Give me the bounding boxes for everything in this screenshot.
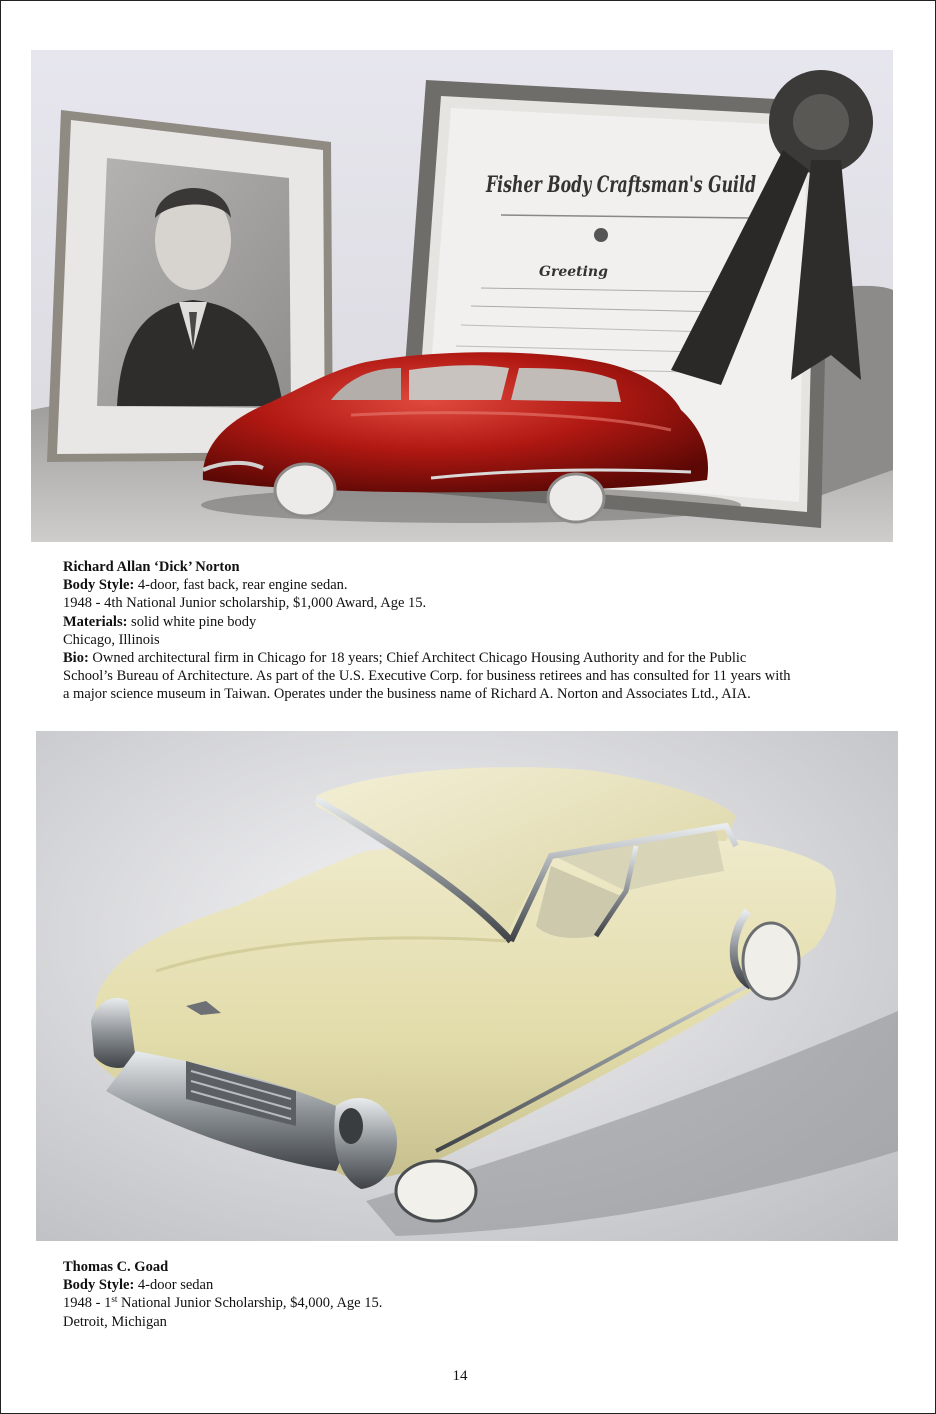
goad-award-prefix: 1948 - 1: [63, 1295, 112, 1312]
norton-materials-label: Materials:: [63, 613, 128, 630]
goad-photo-illustration: [36, 731, 898, 1241]
goad-model-photo: [36, 731, 898, 1241]
norton-name: Richard Allan ‘Dick’ Norton: [63, 559, 240, 575]
certificate-greeting: Greeting: [539, 264, 608, 280]
norton-body-style-value: 4-door, fast back, rear engine sedan.: [134, 577, 348, 594]
norton-bio-line2: School’s Bureau of Architecture. As part of the U.S. Executive Corp. for business retirees and has consulted for 11 years with: [63, 668, 791, 685]
norton-caption: [63, 558, 883, 704]
norton-body-style-label: Body Style:: [63, 577, 135, 594]
norton-bio-line1: Owned architectural firm in Chicago for 18 years; Chief Architect Chicago Housing Authority and for the Public: [88, 650, 747, 667]
norton-bio-line3: a major science museum in Taiwan. Operates under the business name of Richard A. Norton and Associates Ltd., AIA.: [63, 686, 751, 703]
goad-body-style-label: Body Style:: [63, 1277, 135, 1294]
norton-location: Chicago, Illinois: [63, 631, 160, 648]
goad-caption: [63, 1258, 883, 1331]
norton-bio-label: Bio:: [63, 650, 89, 667]
norton-photo-illustration: [31, 50, 893, 542]
goad-body-style-value: 4-door sedan: [134, 1277, 214, 1294]
page-number: 14: [452, 1368, 468, 1384]
goad-location: Detroit, Michigan: [63, 1313, 167, 1330]
certificate-heading: Fisher Body Craftsman's Guild: [485, 172, 756, 198]
goad-award-ordinal: st: [111, 1294, 118, 1305]
goad-award-rest: National Junior Scholarship, $4,000, Age 15.: [117, 1295, 383, 1312]
norton-award: 1948 - 4th National Junior scholarship, $1,000 Award, Age 15.: [63, 595, 427, 612]
norton-model-photo: [31, 50, 893, 542]
goad-name: Thomas C. Goad: [63, 1259, 169, 1275]
norton-materials-value: solid white pine body: [127, 613, 257, 630]
